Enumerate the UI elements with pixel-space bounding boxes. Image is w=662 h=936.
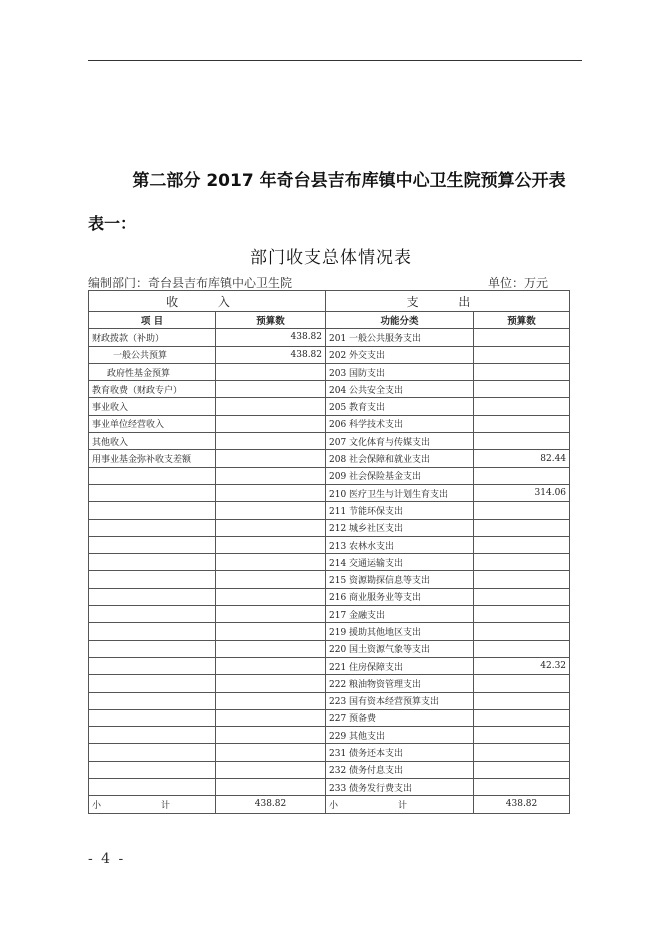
income-budget-cell <box>216 536 326 553</box>
part-title: 第二部分 2017 年奇台县吉布库镇中心卫生院预算公开表 <box>132 171 566 191</box>
income-section-header: 收 入 <box>89 291 326 312</box>
income-item-cell: 教育收费（财政专户） <box>89 381 216 398</box>
expense-item-cell: 202 外交支出 <box>326 346 474 363</box>
income-item-cell <box>89 536 216 553</box>
expense-item-cell: 213 农林水支出 <box>326 536 474 553</box>
table-row <box>89 450 570 467</box>
income-budget-cell <box>216 381 326 398</box>
income-item-cell <box>89 640 216 657</box>
subtotal-row <box>89 796 570 813</box>
income-budget-cell <box>216 606 326 623</box>
expense-budget-cell <box>474 779 570 796</box>
table-row <box>89 571 570 588</box>
expense-item-cell: 212 城乡社区支出 <box>326 519 474 536</box>
income-budget-cell <box>216 692 326 709</box>
income-budget-cell <box>216 744 326 761</box>
table-row <box>89 640 570 657</box>
expense-item-cell: 223 国有资本经营预算支出 <box>326 692 474 709</box>
expense-item-cell: 205 教育支出 <box>326 398 474 415</box>
income-budget-cell <box>216 709 326 726</box>
expense-item-cell: 209 社会保险基金支出 <box>326 467 474 484</box>
income-item-cell <box>89 623 216 640</box>
expense-item-cell: 204 公共安全支出 <box>326 381 474 398</box>
income-item-cell <box>89 502 216 519</box>
income-budget-cell <box>216 675 326 692</box>
income-budget-cell <box>216 484 326 501</box>
expense-budget-cell <box>474 554 570 571</box>
expense-budget-cell <box>474 709 570 726</box>
income-item-cell <box>89 744 216 761</box>
expense-budget-cell: 42.32 <box>474 657 570 674</box>
expense-budget-cell <box>474 346 570 363</box>
expense-budget-cell <box>474 640 570 657</box>
income-item-cell: 政府性基金预算 <box>89 363 216 380</box>
income-item-cell <box>89 761 216 778</box>
expense-item-cell: 203 国防支出 <box>326 363 474 380</box>
table-row <box>89 519 570 536</box>
table-row <box>89 502 570 519</box>
income-budget-cell <box>216 623 326 640</box>
income-item-cell <box>89 588 216 605</box>
table-row <box>89 675 570 692</box>
subtotal-label-a: 小 <box>92 800 102 811</box>
income-budget-cell: 438.82 <box>216 329 326 346</box>
expense-budget-cell <box>474 415 570 432</box>
expense-item-cell: 210 医疗卫生与计划生育支出 <box>326 484 474 501</box>
table-row <box>89 398 570 415</box>
expense-budget-cell <box>474 519 570 536</box>
subtotal-label-b: 计 <box>398 800 408 811</box>
expense-budget-cell: 82.44 <box>474 450 570 467</box>
income-budget-cell <box>216 519 326 536</box>
income-budget-cell <box>216 502 326 519</box>
income-item-cell <box>89 484 216 501</box>
table-row <box>89 692 570 709</box>
expense-subtotal-label <box>326 796 474 813</box>
expense-item-cell: 215 资源勘探信息等支出 <box>326 571 474 588</box>
income-item-cell: 用事业基金弥补收支差额 <box>89 450 216 467</box>
expense-item-cell: 208 社会保障和就业支出 <box>326 450 474 467</box>
income-item-cell <box>89 571 216 588</box>
expense-budget-cell <box>474 363 570 380</box>
expense-budget-cell <box>474 727 570 744</box>
table-title: 部门收支总体情况表 <box>250 248 412 268</box>
expense-budget-cell <box>474 329 570 346</box>
expense-budget-cell <box>474 398 570 415</box>
department-label: 编制部门：奇台县吉布库镇中心卫生院 <box>88 276 293 290</box>
income-item-cell: 事业单位经营收入 <box>89 415 216 432</box>
table-row <box>89 329 570 346</box>
expense-item-cell: 233 债务发行费支出 <box>326 779 474 796</box>
table-row <box>89 433 570 450</box>
table-row <box>89 536 570 553</box>
table-row <box>89 415 570 432</box>
income-item-cell <box>89 606 216 623</box>
income-item-cell <box>89 675 216 692</box>
income-budget-cell <box>216 415 326 432</box>
expense-item-cell: 201 一般公共服务支出 <box>326 329 474 346</box>
table-row <box>89 779 570 796</box>
expense-budget-cell <box>474 588 570 605</box>
expense-budget-cell <box>474 606 570 623</box>
income-item-cell <box>89 779 216 796</box>
expense-budget-cell <box>474 467 570 484</box>
expense-item-cell: 220 国土资源气象等支出 <box>326 640 474 657</box>
expense-item-cell: 207 文化体育与传媒支出 <box>326 433 474 450</box>
income-budget-cell <box>216 433 326 450</box>
income-item-cell: 财政拨款（补助） <box>89 329 216 346</box>
expense-budget-cell <box>474 536 570 553</box>
income-budget-cell <box>216 761 326 778</box>
table-row <box>89 554 570 571</box>
expense-item-cell: 232 债务付息支出 <box>326 761 474 778</box>
expense-budget-cell <box>474 692 570 709</box>
income-budget-cell <box>216 588 326 605</box>
income-budget-cell <box>216 554 326 571</box>
subtotal-label-a: 小 <box>329 800 339 811</box>
expense-item-cell: 221 住房保障支出 <box>326 657 474 674</box>
income-budget-cell <box>216 450 326 467</box>
table-row <box>89 744 570 761</box>
table-body <box>89 329 570 796</box>
table-row <box>89 709 570 726</box>
table-row <box>89 606 570 623</box>
income-item-cell <box>89 554 216 571</box>
table-row <box>89 346 570 363</box>
income-budget-cell <box>216 398 326 415</box>
table-row <box>89 363 570 380</box>
expense-budget-cell <box>474 623 570 640</box>
table-row <box>89 623 570 640</box>
table-row <box>89 467 570 484</box>
table-row <box>89 484 570 501</box>
income-item-cell <box>89 692 216 709</box>
income-item-cell <box>89 709 216 726</box>
expense-budget-cell <box>474 502 570 519</box>
expense-item-cell: 227 预备费 <box>326 709 474 726</box>
expense-item-cell: 222 粮油物资管理支出 <box>326 675 474 692</box>
subtotal-label-b: 计 <box>161 800 171 811</box>
expense-budget-cell <box>474 381 570 398</box>
income-budget-column-header: 预算数 <box>216 312 326 329</box>
income-budget-cell <box>216 657 326 674</box>
income-item-cell: 事业收入 <box>89 398 216 415</box>
income-budget-cell <box>216 571 326 588</box>
income-subtotal-value: 438.82 <box>216 796 326 813</box>
table-row <box>89 588 570 605</box>
header-rule <box>88 60 582 61</box>
expense-section-header: 支 出 <box>326 291 570 312</box>
expense-subtotal-value: 438.82 <box>474 796 570 813</box>
unit-label: 单位：万元 <box>488 276 549 290</box>
expense-item-cell: 219 援助其他地区支出 <box>326 623 474 640</box>
income-budget-cell <box>216 727 326 744</box>
expense-item-cell: 217 金融支出 <box>326 606 474 623</box>
page-number: - 4 - <box>88 851 126 867</box>
income-item-cell: 一般公共预算 <box>89 346 216 363</box>
income-item-cell: 其他收入 <box>89 433 216 450</box>
income-item-cell <box>89 727 216 744</box>
table-row <box>89 657 570 674</box>
expense-item-cell: 211 节能环保支出 <box>326 502 474 519</box>
function-class-column-header: 功能分类 <box>326 312 474 329</box>
income-budget-cell <box>216 640 326 657</box>
item-column-header: 项 目 <box>89 312 216 329</box>
expense-budget-cell: 314.06 <box>474 484 570 501</box>
expense-item-cell: 206 科学技术支出 <box>326 415 474 432</box>
table-label: 表一： <box>88 214 137 233</box>
expense-budget-cell <box>474 675 570 692</box>
income-budget-cell <box>216 779 326 796</box>
expense-budget-column-header: 预算数 <box>474 312 570 329</box>
table-row <box>89 727 570 744</box>
income-item-cell <box>89 657 216 674</box>
expense-budget-cell <box>474 433 570 450</box>
income-subtotal-label <box>89 796 216 813</box>
income-item-cell <box>89 519 216 536</box>
table-row <box>89 761 570 778</box>
expense-item-cell: 214 交通运输支出 <box>326 554 474 571</box>
expense-budget-cell <box>474 744 570 761</box>
income-item-cell <box>89 467 216 484</box>
expense-budget-cell <box>474 761 570 778</box>
expense-budget-cell <box>474 571 570 588</box>
table-row <box>89 381 570 398</box>
expense-item-cell: 229 其他支出 <box>326 727 474 744</box>
expense-item-cell: 231 债务还本支出 <box>326 744 474 761</box>
expense-item-cell: 216 商业服务业等支出 <box>326 588 474 605</box>
income-budget-cell: 438.82 <box>216 346 326 363</box>
income-budget-cell <box>216 363 326 380</box>
income-budget-cell <box>216 467 326 484</box>
budget-table <box>88 290 570 814</box>
